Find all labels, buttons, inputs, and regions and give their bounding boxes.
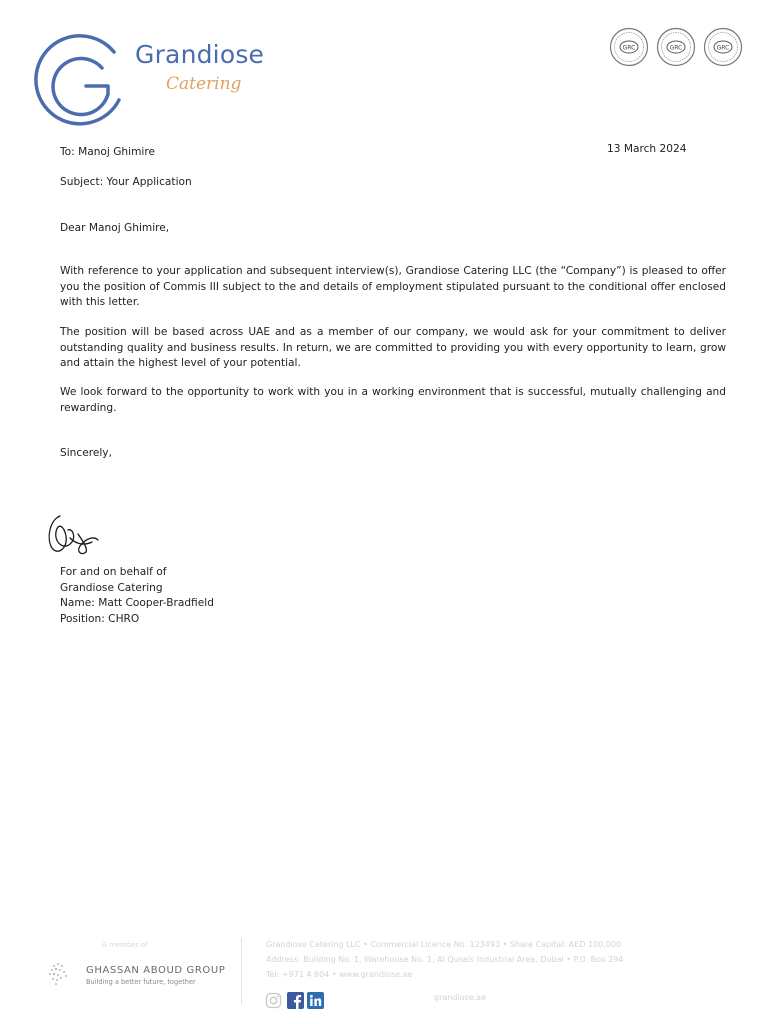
signature-block — [60, 565, 214, 627]
subject-line: Subject: Your Application — [60, 176, 192, 188]
footer-member-of: A member of — [102, 941, 148, 949]
letter-date: 13 March 2024 — [607, 143, 687, 155]
group-tagline: Building a better future, together — [86, 978, 196, 986]
signature-icon — [42, 508, 102, 560]
body-paragraph: The position will be based across UAE and as a member of our company, we would ask for your commitment to deliver outstanding quality and business results. In return, we are committed to providing you with every opportunity to learn, grow and attain the highest level of your potential. — [60, 326, 726, 369]
brand-subtitle: Catering — [166, 74, 242, 94]
footer-contact: Tel: +971 4 804 • www.grandiose.ae — [266, 970, 413, 979]
certification-seal-icon — [703, 27, 743, 67]
grandiose-logo-icon — [24, 30, 134, 142]
body-paragraph: With reference to your application and subsequent interview(s), Grandiose Catering LLC (the “Company”) is pleased to offer you the position of Commis III subject to the and details of employment stipulated pursuant to the conditional offer enclosed with this letter. — [60, 265, 726, 308]
seal-text: GRC — [716, 44, 730, 52]
salutation: Dear Manoj Ghimire, — [60, 222, 170, 234]
sign-line-name: Name: Matt Cooper-Bradfield — [60, 597, 214, 609]
facebook-icon[interactable] — [287, 992, 304, 1009]
certification-seal-icon — [656, 27, 696, 67]
brand-name: Grandiose — [135, 40, 265, 69]
group-name: GHASSAN ABOUD GROUP — [86, 965, 226, 976]
ghassan-aboud-group-logo-icon — [44, 958, 86, 990]
footer-website: grandiose.ae — [434, 993, 486, 1002]
seal-text: GRC — [669, 44, 683, 52]
seal-text: GRC — [622, 44, 636, 52]
closing: Sincerely, — [60, 447, 112, 459]
instagram-icon[interactable] — [265, 992, 282, 1009]
footer-address: Address: Building No. 1, Warehouse No. 1, Al Qusais Industrial Area, Dubai • P.O. Box 294 — [266, 955, 624, 964]
footer-divider — [241, 938, 242, 1004]
body-paragraph: We look forward to the opportunity to work with you in a working environment that is successful, mutually challenging and rewarding. — [60, 386, 726, 414]
sign-line-position: Position: CHRO — [60, 612, 140, 625]
linkedin-icon[interactable] — [307, 992, 324, 1009]
sign-line-behalf: For and on behalf of — [60, 566, 167, 578]
certification-seal-icon — [609, 27, 649, 67]
footer-company-info: Grandiose Catering LLC • Commercial Licence No. 123493 • Share Capital: AED 100,000 — [266, 940, 622, 949]
sign-line-company: Grandiose Catering — [60, 581, 163, 594]
recipient-line: To: Manoj Ghimire — [60, 146, 155, 158]
